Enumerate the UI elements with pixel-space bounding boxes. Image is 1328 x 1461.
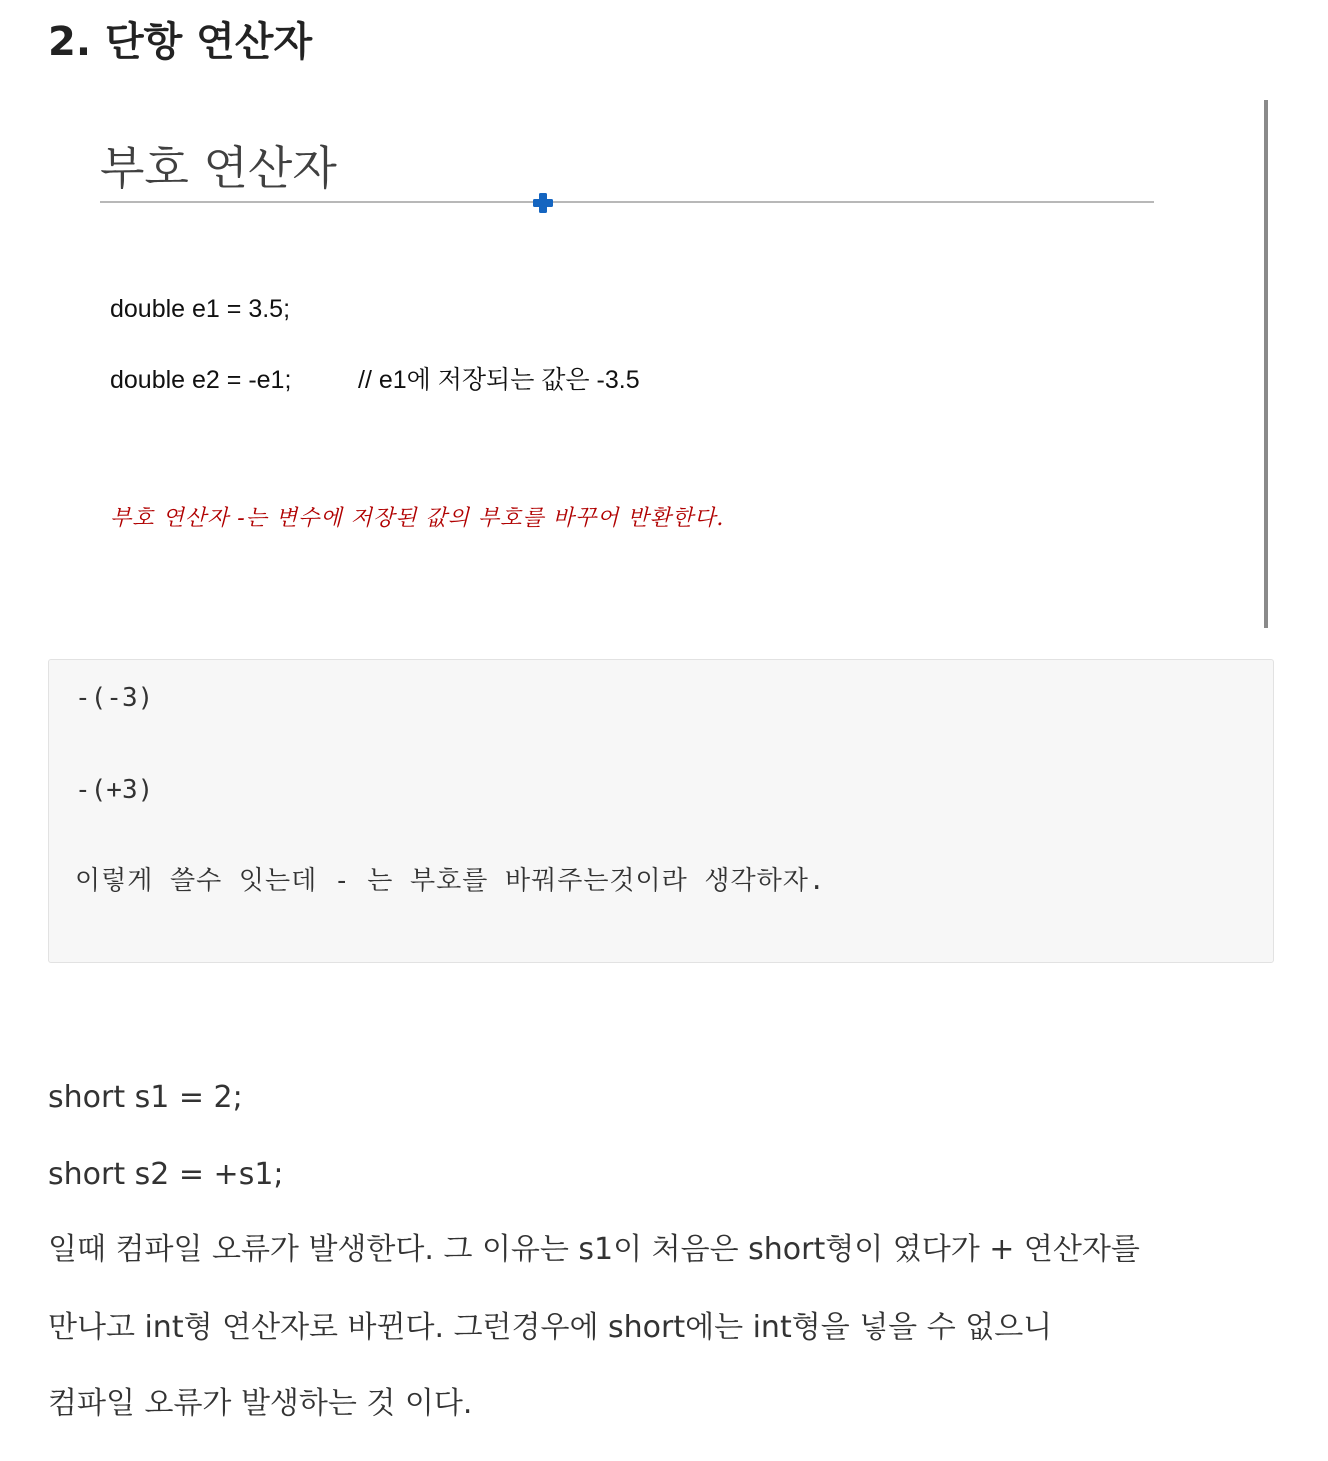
slide-border [1264, 100, 1268, 628]
slide-handwritten-note: 부호 연산자 -는 변수에 저장된 값의 부호를 바꾸어 반환한다. [110, 506, 725, 531]
slide-title: 부호 연산자 [100, 141, 337, 195]
slide-title-divider [100, 201, 1154, 203]
body-paragraph: 만나고 int형 연산자로 바뀐다. 그런경우에 short에는 int형을 넣을 수 없으니 [48, 1310, 1053, 1345]
slide-image [48, 100, 1270, 628]
code-block-line: 이렇게 쓸수 잇는데 - 는 부호를 바꿔주는것이라 생각하자. [75, 866, 826, 896]
code-block-line: -(+3) [75, 775, 154, 805]
code-block [48, 659, 1274, 963]
slide-code-line: double e2 = -e1; [110, 366, 292, 394]
body-paragraph: short s2 = +s1; [48, 1157, 284, 1192]
body-paragraph: 컴파일 오류가 발생하는 것 이다. [48, 1386, 473, 1421]
body-paragraph: 일때 컴파일 오류가 발생한다. 그 이유는 s1이 처음은 short형이 였다가 + 연산자를 [48, 1232, 1140, 1267]
slide-code-line: double e1 = 3.5; [110, 295, 291, 323]
body-paragraph: short s1 = 2; [48, 1080, 243, 1115]
move-handle-icon [532, 192, 554, 214]
code-block-line: -(-3) [75, 683, 154, 713]
section-heading: 2. 단항 연산자 [48, 19, 313, 65]
slide-code-comment: // e1에 저장되는 값은 -3.5 [358, 366, 640, 394]
